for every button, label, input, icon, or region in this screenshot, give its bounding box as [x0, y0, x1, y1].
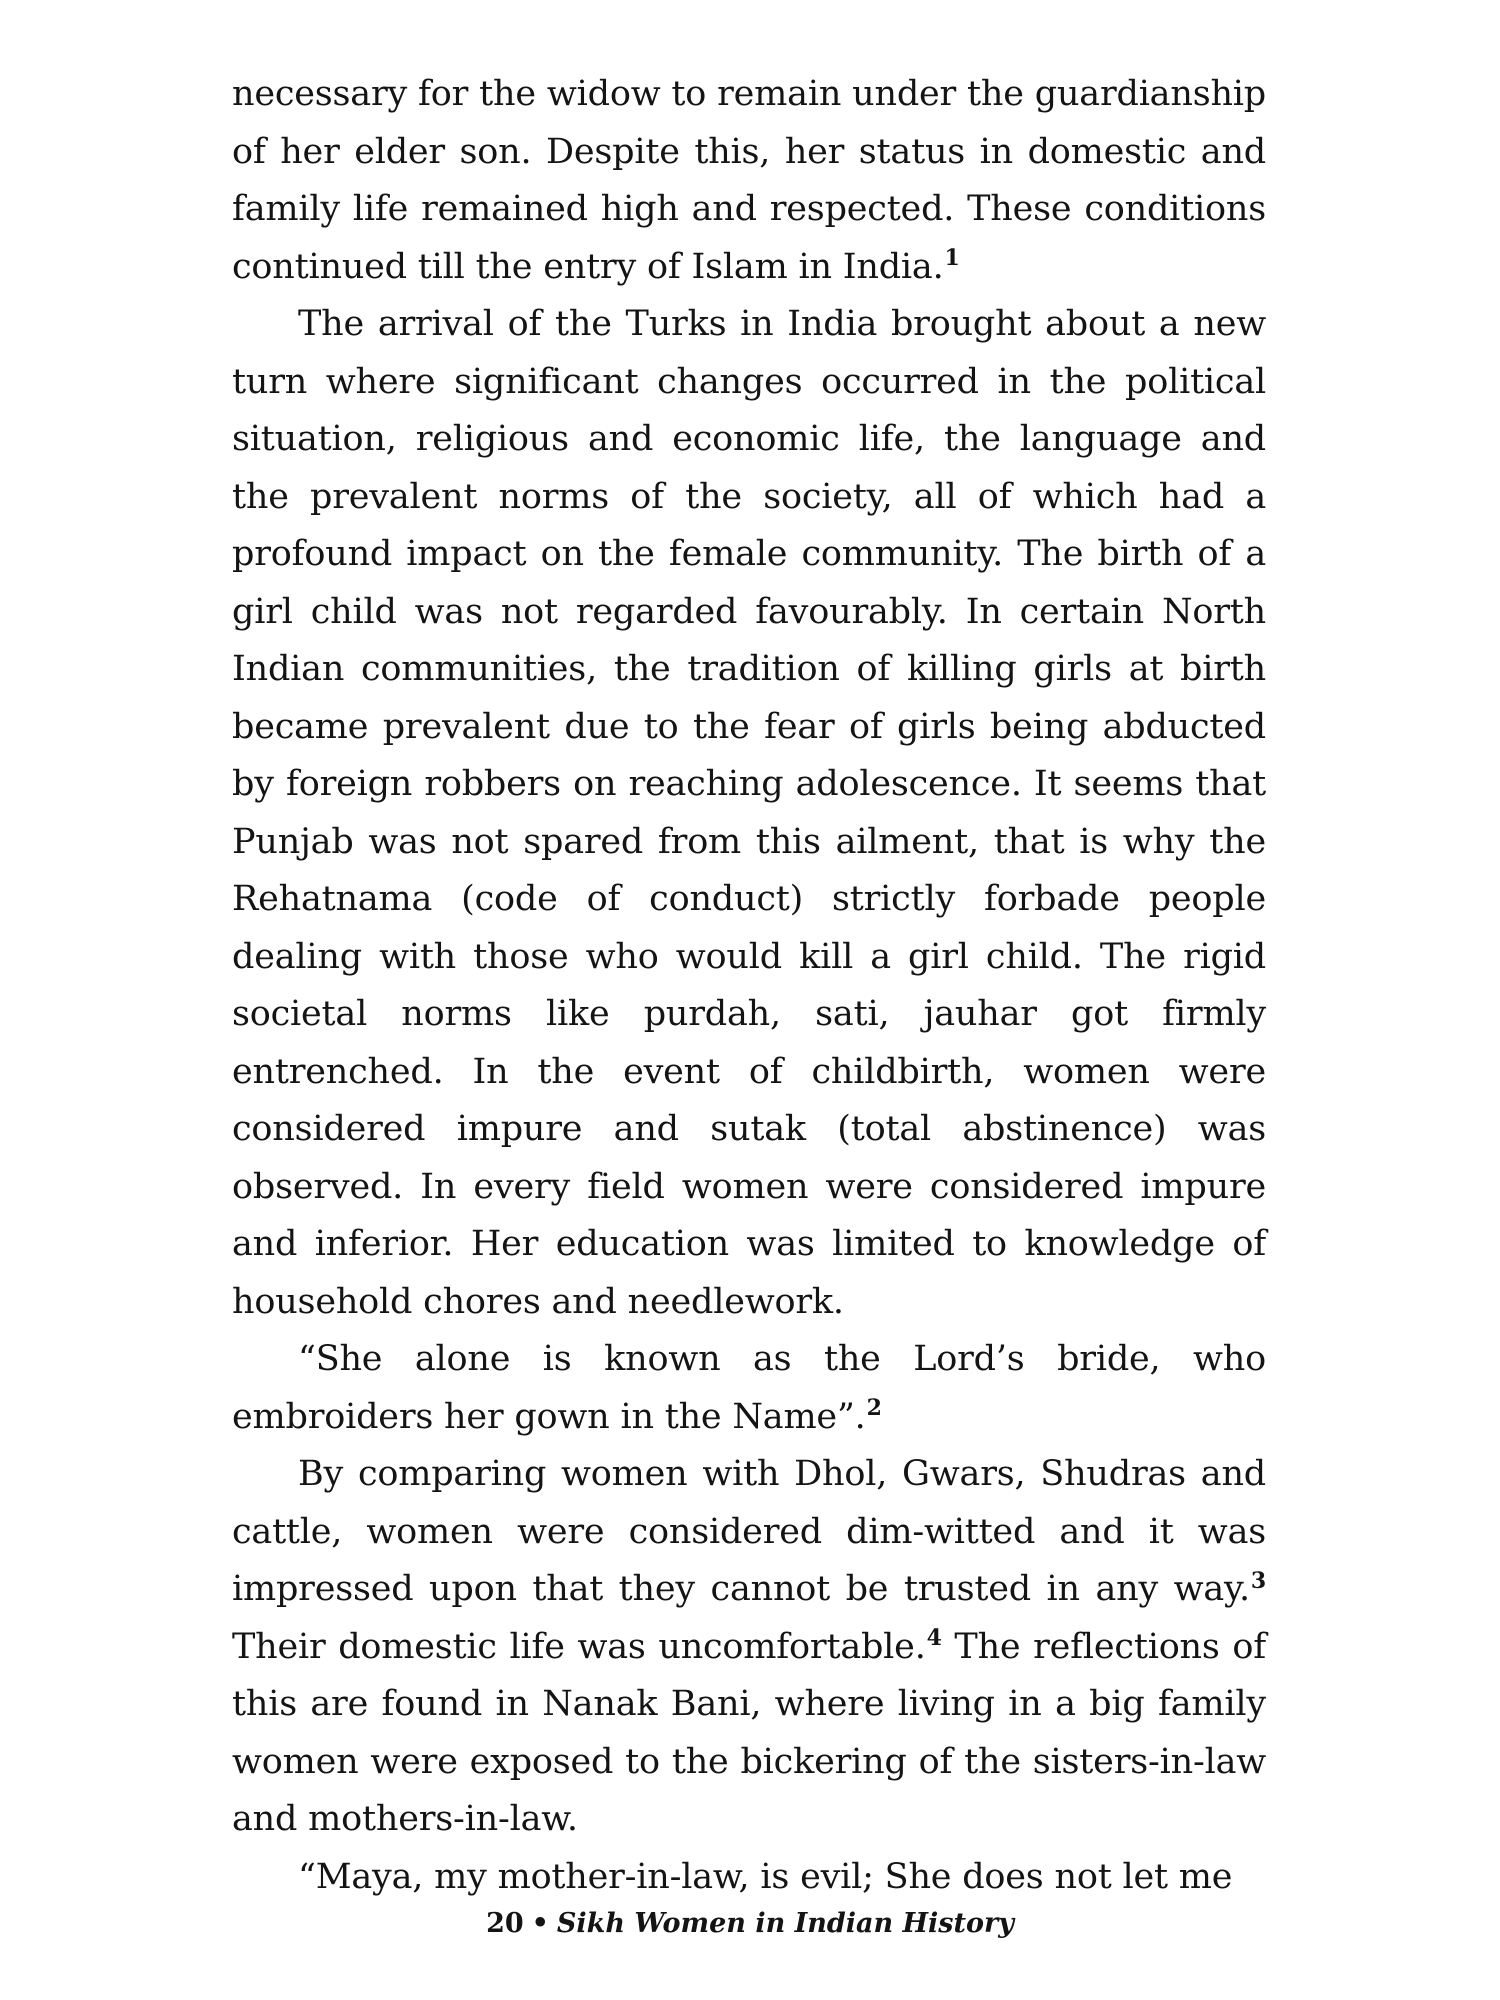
- paragraph-2: [232, 296, 1266, 1331]
- page-footer: [0, 1908, 1500, 1939]
- quotation-1: [232, 1331, 1266, 1446]
- paragraph-1: [232, 66, 1266, 296]
- paragraph-3-text-a: By comparing women with Dhol, Gwars, Shudras and cattle, women were considered dim-witted and it was impressed upon that they cannot be trusted in any way.: [232, 1454, 1266, 1609]
- footnote-ref-4: 4: [926, 1625, 942, 1652]
- quotation-2: [232, 1849, 1266, 1907]
- paragraph-2-text: The arrival of the Turks in India brought about a new turn where significant changes occurred in the political situation, religious and economic life, the language and the prevalent norms of the society, all of which had a profound impact on the female community. The birth of a girl child was not regarded favourably. In certain North Indian communities, the tradition of killing girls at birth became prevalent due to the fear of girls being abducted by foreign robbers on reaching adolescence. It seems that Punjab was not spared from this ailment, that is why the Rehatnama (code of conduct) strictly forbade people dealing with those who would kill a girl child. The rigid societal norms like purdah, sati, jauhar got firmly entrenched. In the event of childbirth, women were considered impure and sutak (total abstinence) was observed. In every field women were considered impure and inferior. Her education was limited to knowledge of household chores and needlework.: [232, 304, 1266, 1322]
- quotation-2-text: “Maya, my mother-in-law, is evil; She does not let me: [298, 1856, 1233, 1897]
- footer-separator: •: [531, 1908, 549, 1939]
- body-text: [232, 66, 1266, 1906]
- footnote-ref-3: 3: [1250, 1567, 1266, 1594]
- footnote-ref-1: 1: [944, 245, 960, 272]
- paragraph-3-text-c: The reflections of this are found in Nanak Bani, where living in a big family women were exposed to the bickering of the sisters-in-law and mothers-in-law.: [232, 1626, 1266, 1839]
- paragraph-3: [232, 1446, 1266, 1849]
- page-number: 20: [486, 1908, 524, 1939]
- footnote-ref-2: 2: [866, 1395, 882, 1422]
- paragraph-3-text-b: Their domestic life was uncomfortable.: [232, 1626, 926, 1667]
- book-title: Sikh Women in Indian History: [556, 1908, 1014, 1939]
- paragraph-1-text: necessary for the widow to remain under the guardianship of her elder son. Despite this, her status in domestic and family life remained high and respected. These conditions continued till the entry of Islam in India.: [232, 74, 1266, 287]
- quotation-1-text: “She alone is known as the Lord’s bride, who embroiders her gown in the Name”.: [232, 1339, 1266, 1437]
